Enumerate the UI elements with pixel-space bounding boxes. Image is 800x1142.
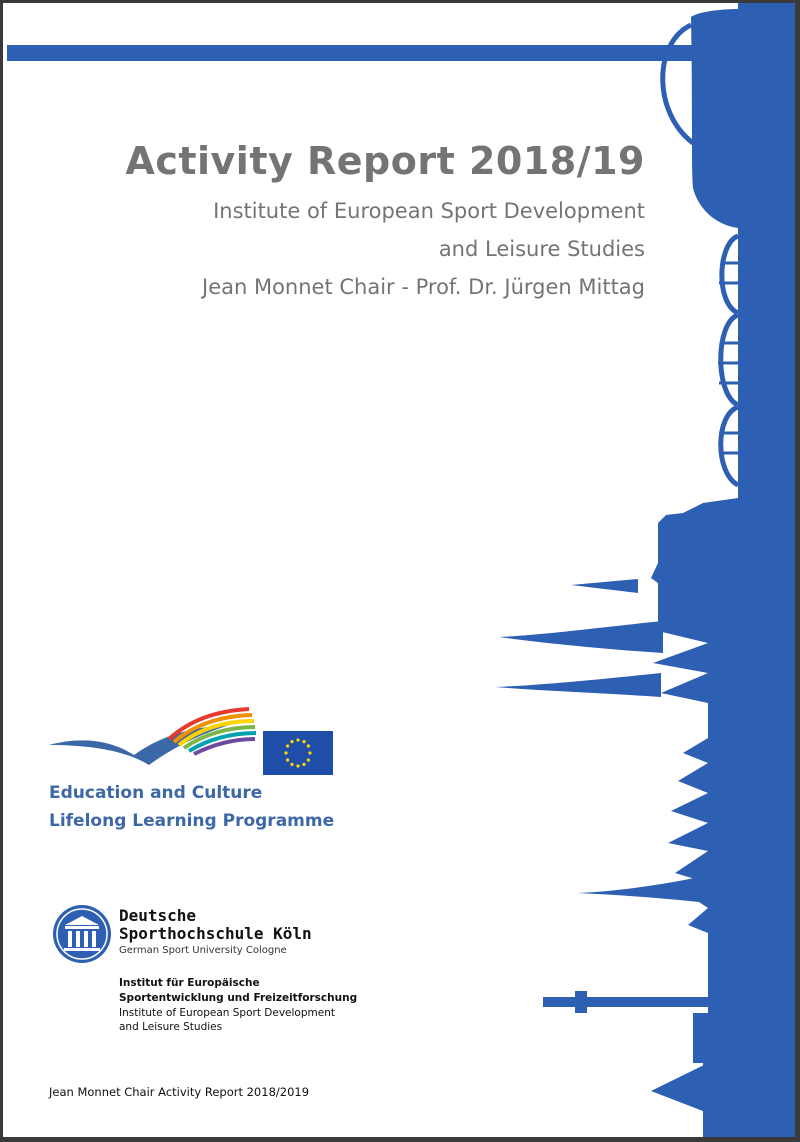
university-name-line1: Deutsche: [119, 906, 197, 925]
bird-logo-icon: [49, 707, 339, 777]
university-name-en: German Sport University Cologne: [119, 945, 287, 956]
temple-emblem-icon: [51, 903, 113, 965]
eu-flag-icon: [263, 731, 333, 775]
report-subtitle-line3: Jean Monnet Chair - Prof. Dr. Jürgen Mittag: [202, 275, 645, 299]
university-name-line2: Sporthochschule Köln: [119, 924, 312, 943]
report-subtitle-line2: and Leisure Studies: [438, 237, 645, 261]
institute-en-line2: and Leisure Studies: [119, 1021, 223, 1033]
institute-de-line2: Sportentwicklung und Freizeitforschung: [119, 992, 358, 1004]
eu-programme-line2: Lifelong Learning Programme: [49, 811, 335, 831]
report-subtitle-line1: Institute of European Sport Development: [213, 199, 645, 223]
eu-programme-line1: Education and Culture: [49, 783, 263, 803]
institute-de-line1: Institut für Europäische: [119, 977, 260, 989]
report-title: Activity Report 2018/19: [125, 139, 645, 183]
report-cover-page: [3, 3, 795, 1137]
footer-text: Jean Monnet Chair Activity Report 2018/2019: [49, 1085, 310, 1099]
institute-en-line1: Institute of European Sport Development: [119, 1007, 335, 1019]
